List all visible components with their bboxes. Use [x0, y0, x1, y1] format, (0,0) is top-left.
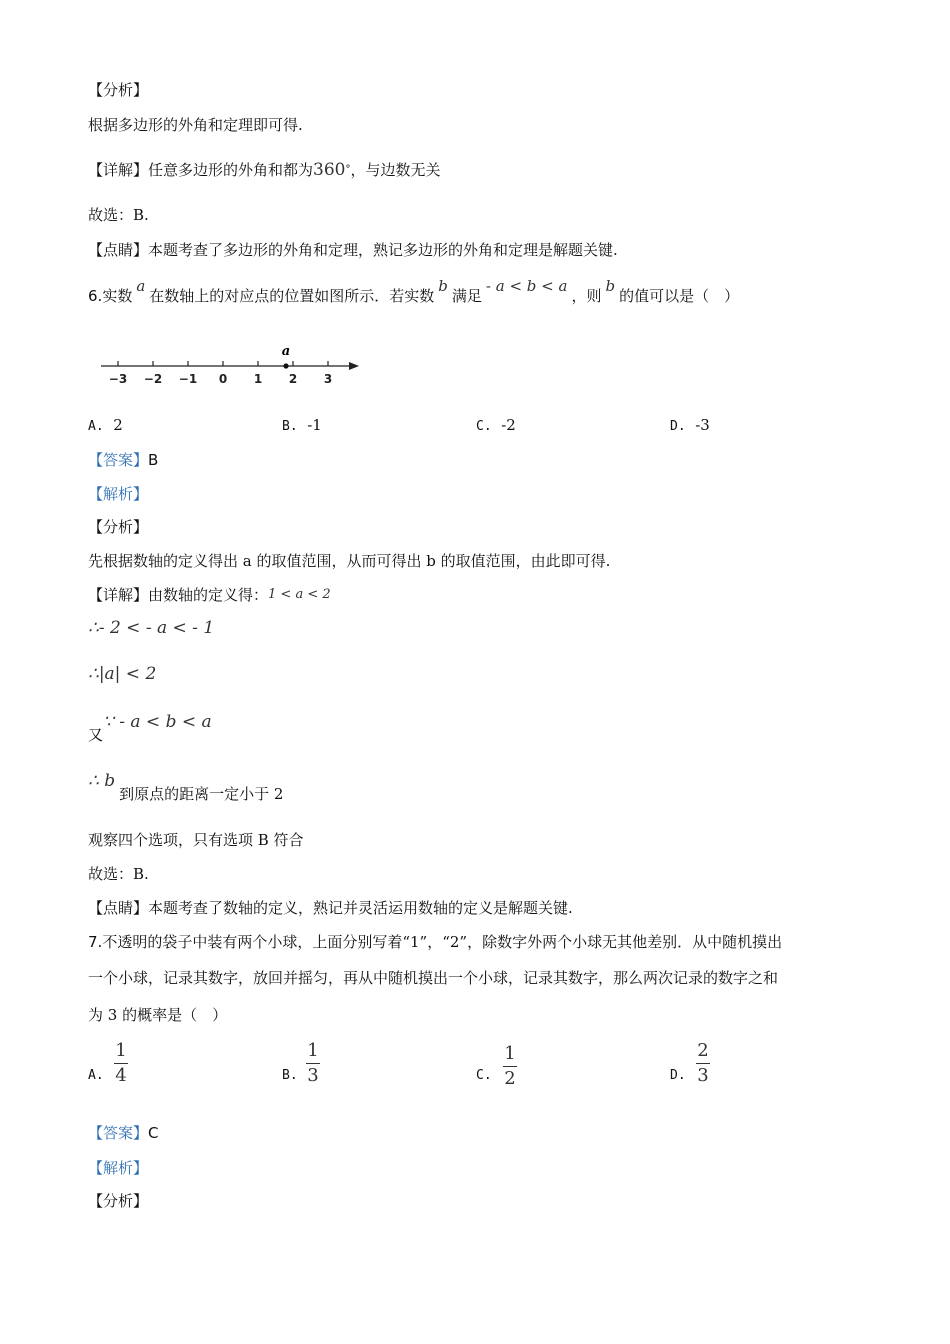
q7-a-numerator: 1: [115, 1040, 127, 1061]
detail-text-b: ，与边数无关: [350, 161, 441, 179]
degree-symbol: °: [345, 164, 351, 175]
comment-line: 【点睛】本题考查了多边形的外角和定理，熟记多边形的外角和定理是解题关键.: [88, 241, 618, 259]
tick-label: 1: [253, 372, 263, 386]
q6-var-b: b: [438, 277, 448, 295]
q6-option-a[interactable]: [88, 416, 123, 434]
q6-option-b-value: -1: [307, 416, 322, 434]
q6-analysis-heading: 【分析】: [88, 518, 149, 536]
q7-b-numerator: 1: [307, 1040, 319, 1061]
number-line-ticks: [109, 361, 332, 386]
q7-explanation-heading: 【解析】: [88, 1159, 149, 1177]
degree-value: 360: [313, 160, 346, 180]
q6-text-d: ，则: [571, 287, 602, 305]
tick-label: −1: [178, 372, 198, 386]
q6-text-a: 实数: [102, 287, 133, 305]
q6-detail-text: 【详解】由数轴的定义得：: [88, 586, 269, 604]
analysis-text: 根据多边形的外角和定理即可得.: [88, 116, 303, 134]
step-5: 观察四个选项，只有选项 B 符合: [88, 831, 304, 849]
q7-option-b-label[interactable]: B.: [282, 1068, 298, 1083]
step-2: ∴|a| < 2: [88, 664, 157, 684]
q7-b-denominator: 3: [307, 1065, 319, 1086]
tick-label: 0: [218, 372, 228, 386]
q7-d-denominator: 3: [697, 1065, 709, 1086]
q7-option-d-label[interactable]: D.: [670, 1068, 686, 1083]
question-7-line-3: 为 3 的概率是（ ）: [88, 1006, 228, 1024]
q7-option-b-fraction: [306, 1040, 320, 1087]
fraction-bar: [114, 1063, 128, 1064]
step-1: ∴- 2 < - a < - 1: [88, 618, 215, 638]
q6-text-b: 在数轴上的对应点的位置如图所示．若实数: [149, 287, 435, 305]
step-4-text: 到原点的距离一定小于 2: [119, 785, 284, 803]
q6-text-c: 满足: [451, 287, 482, 305]
q6-option-d-value: -3: [695, 416, 710, 434]
q6-answer: [88, 450, 158, 470]
number-line-arrow: [349, 362, 359, 370]
step-4-math: ∴ b: [88, 771, 116, 791]
question-6-number: 6.: [88, 287, 103, 305]
q6-option-a-value: 2: [113, 416, 123, 434]
tick-label: 2: [288, 372, 298, 386]
tick-label: 3: [323, 372, 333, 386]
q7-d-numerator: 2: [697, 1040, 709, 1061]
q7-c-numerator: 1: [504, 1043, 516, 1064]
q7-option-a-label[interactable]: A.: [88, 1068, 104, 1083]
tick-label: −2: [143, 372, 163, 386]
q6-comment: 【点睛】本题考查了数轴的定义，熟记并灵活运用数轴的定义是解题关键.: [88, 899, 573, 917]
q7-c-denominator: 2: [504, 1068, 516, 1089]
tick-label: −3: [108, 372, 128, 386]
q6-text-e: 的值可以是（ ）: [619, 287, 740, 305]
q7-option-d-fraction: [696, 1040, 710, 1087]
q6-answer-label: 【答案】: [88, 451, 149, 469]
q7-answer: [88, 1123, 159, 1143]
q6-option-c[interactable]: [476, 416, 516, 434]
q6-var-b2: b: [605, 277, 616, 295]
q6-detail: [88, 585, 331, 607]
q6-var-a: a: [136, 277, 146, 295]
q7-option-a-fraction: [114, 1040, 128, 1087]
q7-option-c-fraction: [503, 1043, 517, 1090]
choice-line: 故选：B.: [88, 206, 149, 224]
number-line-figure: [95, 340, 370, 390]
point-a-marker: [283, 363, 288, 368]
q6-detail-math: 1 < a < 2: [268, 587, 331, 602]
q7-answer-value: C: [148, 1124, 159, 1142]
step-4: [88, 771, 284, 803]
step-3-prefix: 又: [88, 726, 104, 744]
question-7-number: 7.: [88, 933, 103, 951]
question-7-line-2: 一个小球，记录其数字，放回并摇匀，再从中随机摸出一个小球，记录其数字，那么两次记录的数字之和: [88, 969, 779, 987]
point-a-label: a: [281, 344, 291, 359]
step-3: [88, 712, 212, 744]
q6-inequality: - a < b < a: [485, 277, 568, 295]
fraction-bar: [306, 1063, 320, 1064]
q6-option-b-label: B.: [282, 419, 298, 434]
q6-answer-value: B: [148, 451, 159, 469]
q6-analysis-text: 先根据数轴的定义得出 a 的取值范围，从而可得出 b 的取值范围，由此即可得.: [88, 552, 611, 570]
step-6: 故选：B.: [88, 865, 149, 883]
q7-answer-label: 【答案】: [88, 1124, 149, 1142]
q6-option-c-value: -2: [501, 416, 516, 434]
q6-option-b[interactable]: [282, 416, 322, 434]
step-3-math: ∵ - a < b < a: [103, 712, 212, 732]
q6-option-d[interactable]: [670, 416, 710, 434]
question-7-text-1: 不透明的袋子中装有两个小球，上面分别写着“1”，“2”，除数字外两个小球无其他差别．从中随机摸出: [102, 933, 783, 951]
q7-analysis-heading: 【分析】: [88, 1192, 149, 1210]
fraction-bar: [696, 1063, 710, 1064]
question-7-line-1: [88, 932, 782, 952]
q7-option-c-label[interactable]: C.: [476, 1068, 492, 1083]
q6-option-c-label: C.: [476, 419, 492, 434]
q6-option-d-label: D.: [670, 419, 686, 434]
q6-explanation-heading: 【解析】: [88, 485, 149, 503]
analysis-heading: 【分析】: [88, 81, 149, 99]
q7-a-denominator: 4: [115, 1065, 127, 1086]
question-6: [88, 277, 740, 306]
detail-text-a: 【详解】任意多边形的外角和都为: [88, 161, 314, 179]
detail-line: [88, 160, 440, 180]
fraction-bar: [503, 1066, 517, 1067]
q6-option-a-label: A.: [88, 419, 104, 434]
